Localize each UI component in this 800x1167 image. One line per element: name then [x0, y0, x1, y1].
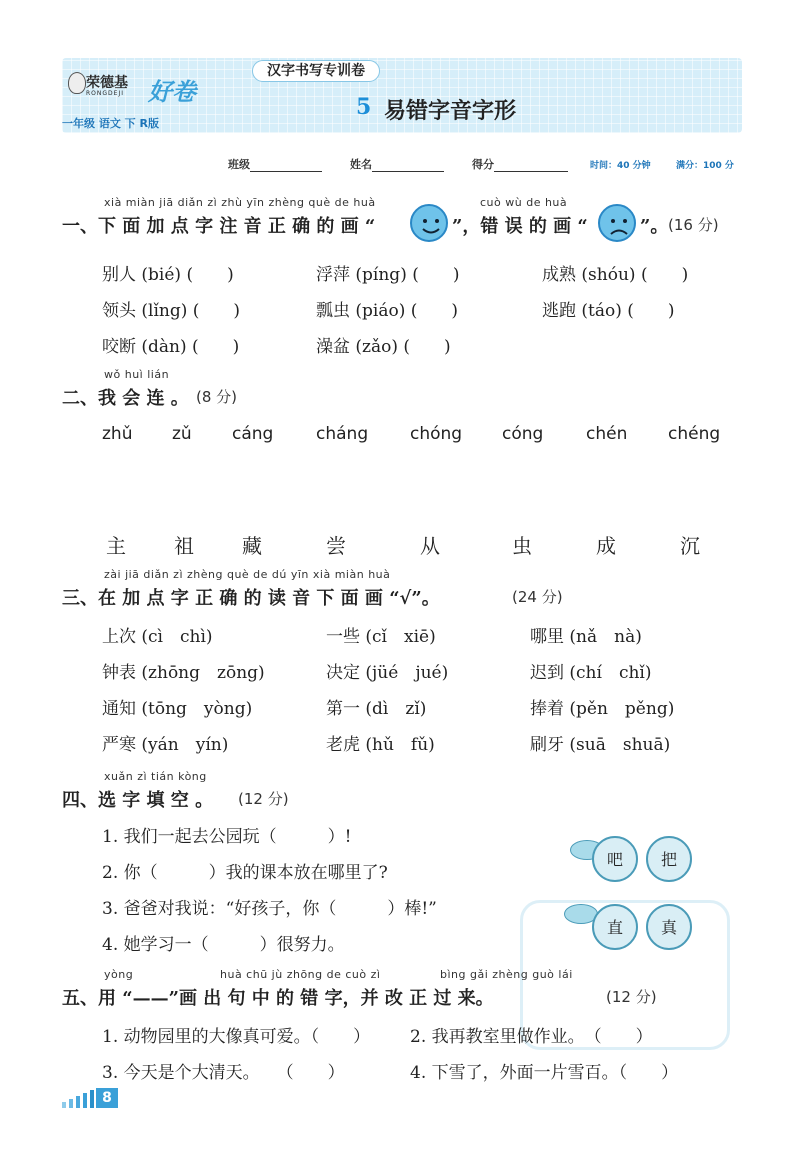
choice[interactable]: (zhōng zōng): [141, 663, 265, 683]
score-field[interactable]: [472, 156, 568, 172]
s3-score: (24 分): [512, 588, 563, 606]
choice[interactable]: (chí chǐ): [569, 663, 652, 683]
choice[interactable]: (cì chì): [141, 627, 213, 647]
s1-item-5: 瓢虫 (piáo) ( ): [316, 301, 459, 321]
time-limit: 时间：40 分钟: [590, 161, 651, 171]
s2-pinyin: wǒ huì lián: [104, 368, 170, 381]
choice[interactable]: (tōng yòng): [141, 699, 253, 719]
s2-hanzi-3[interactable]: 藏: [242, 534, 262, 558]
answer-blank[interactable]: ( ): [192, 337, 240, 357]
s2-hanzi-4[interactable]: 尝: [326, 534, 346, 558]
s4-score: (12 分): [238, 790, 289, 808]
s3-item-11: 老虎 (hǔ fǔ): [326, 735, 435, 755]
s2-pinyin-2[interactable]: zǔ: [172, 424, 192, 444]
answer-blank[interactable]: ( ): [403, 337, 451, 357]
s1-item-2: 浮萍 (píng) ( ): [316, 265, 460, 285]
s4-pinyin: xuǎn zì tián kòng: [104, 770, 207, 783]
s2-score: (8 分): [196, 388, 238, 406]
s4-q1[interactable]: 1. 我们一起去公园玩（ ）!: [102, 827, 352, 847]
s2-pinyin-8[interactable]: chéng: [668, 424, 721, 444]
grade-label: 一年级 语文 下 R版: [62, 117, 159, 130]
s1-title-2: ”，错 误 的 画 “: [452, 216, 588, 237]
class-label: 班级: [228, 158, 250, 171]
s3-title: 三、在 加 点 字 正 确 的 读 音 下 面 画 “√”。: [62, 588, 440, 609]
s4-q2[interactable]: 2. 你（ ）我的课本放在哪里了?: [102, 863, 388, 883]
s1-item-6: 逃跑 (táo) ( ): [542, 301, 675, 321]
s1-pinyin-a: xià miàn jiā diǎn zì zhù yīn zhèng què de huà: [104, 196, 376, 209]
s2-hanzi-6[interactable]: 虫: [512, 534, 532, 558]
happy-face-icon: [410, 204, 448, 242]
s5-title: 五、用 “——”画 出 句 中 的 错 字，并 改 正 过 来。: [62, 988, 494, 1009]
s3-item-9: 捧着 (pěn pěng): [530, 699, 675, 719]
s2-pinyin-6[interactable]: cóng: [502, 424, 544, 444]
name-label: 姓名: [350, 158, 372, 171]
logo-text: 好卷: [148, 77, 196, 106]
s4-title: 四、选 字 填 空 。: [62, 790, 214, 811]
s3-item-4: 钟表 (zhōng zōng): [102, 663, 265, 683]
pear-char-3[interactable]: 直: [592, 904, 638, 950]
s3-item-2: 一些 (cǐ xiē): [326, 627, 436, 647]
s1-score: (16 分): [668, 216, 719, 234]
pear-char-4[interactable]: 真: [646, 904, 692, 950]
choice[interactable]: (jüé jué): [365, 663, 449, 683]
s2-hanzi-5[interactable]: 从: [420, 534, 440, 558]
pear-char-2[interactable]: 把: [646, 836, 692, 882]
answer-blank[interactable]: ( ): [186, 265, 234, 285]
page-number: 8: [96, 1088, 118, 1108]
s4-q4[interactable]: 4. 她学习一（ ）很努力。: [102, 935, 345, 955]
s1-item-7: 咬断 (dàn) ( ): [102, 337, 240, 357]
choice[interactable]: (suā shuā): [569, 735, 671, 755]
choice[interactable]: (cǐ xiē): [365, 627, 436, 647]
s5-pinyin-c: bìng gǎi zhèng guò lái: [440, 968, 573, 981]
choice[interactable]: (yán yín): [141, 735, 229, 755]
s3-item-1: 上次 (cì chì): [102, 627, 213, 647]
s2-hanzi-7[interactable]: 成: [596, 534, 616, 558]
s3-item-12: 刷牙 (suā shuā): [530, 735, 671, 755]
s1-item-3: 成熟 (shóu) ( ): [542, 265, 689, 285]
series-tab: 汉字书写专训卷: [252, 60, 380, 82]
s2-pinyin-3[interactable]: cáng: [232, 424, 274, 444]
sad-face-icon: [598, 204, 636, 242]
s2-pinyin-7[interactable]: chén: [586, 424, 628, 444]
score-label: 得分: [472, 158, 494, 171]
answer-blank[interactable]: ( ): [192, 301, 241, 321]
s2-title: 二、我 会 连 。: [62, 388, 189, 409]
s5-q2[interactable]: 2. 我再教室里做作业。 （ ）: [410, 1027, 653, 1047]
class-field[interactable]: [228, 156, 322, 172]
s5-q4[interactable]: 4. 下雪了，外面一片雪百。（ ）: [410, 1063, 679, 1083]
s5-pinyin-b: huà chū jù zhōng de cuò zì: [220, 968, 381, 981]
choice[interactable]: (dì zǐ): [365, 699, 427, 719]
s3-item-3: 哪里 (nǎ nà): [530, 627, 642, 647]
founder-portrait: [68, 72, 86, 94]
s1-item-8: 澡盆 (zǎo) ( ): [316, 337, 451, 357]
grade-info: [62, 112, 197, 130]
unit-number: 5: [356, 94, 372, 120]
s2-hanzi-8[interactable]: 沉: [680, 534, 700, 558]
s2-pinyin-5[interactable]: chóng: [410, 424, 463, 444]
s5-q1[interactable]: 1. 动物园里的大像真可爱。（ ）: [102, 1027, 371, 1047]
s3-item-7: 通知 (tōng yòng): [102, 699, 253, 719]
s3-item-8: 第一 (dì zǐ): [326, 699, 427, 719]
s1-title-1: 一、下 面 加 点 字 注 音 正 确 的 画 “: [62, 216, 376, 237]
s2-pinyin-1[interactable]: zhǔ: [102, 424, 133, 444]
full-score: 满分：100 分: [676, 161, 734, 171]
pear-char-1[interactable]: 吧: [592, 836, 638, 882]
s1-item-1: 别人 (bié) ( ): [102, 265, 234, 285]
s1-pinyin-b: cuò wù de huà: [480, 196, 568, 209]
brand-sub: RONGDEJI: [86, 90, 124, 97]
brand-name: 荣德基: [86, 75, 128, 91]
answer-blank[interactable]: ( ): [627, 301, 675, 321]
s2-hanzi-2[interactable]: 祖: [174, 534, 194, 558]
s3-item-6: 迟到 (chí chǐ): [530, 663, 652, 683]
s1-title-3: ”。: [640, 216, 669, 237]
s2-pinyin-4[interactable]: cháng: [316, 424, 369, 444]
name-field[interactable]: [350, 156, 444, 172]
page-title: 易错字音字形: [384, 98, 517, 124]
s4-q3[interactable]: 3. 爸爸对我说：“好孩子，你（ ）棒!”: [102, 899, 437, 919]
answer-blank[interactable]: ( ): [410, 301, 459, 321]
s5-q3[interactable]: 3. 今天是个大清天。 （ ）: [102, 1063, 345, 1083]
s5-score: (12 分): [606, 988, 657, 1006]
choice[interactable]: (nǎ nà): [569, 627, 642, 647]
s3-item-5: 决定 (jüé jué): [326, 663, 449, 683]
s2-hanzi-1[interactable]: 主: [106, 534, 126, 558]
choice[interactable]: (hǔ fǔ): [365, 735, 435, 755]
s3-pinyin: zài jiā diǎn zì zhèng què de dú yīn xià miàn huà: [104, 568, 391, 581]
answer-blank[interactable]: ( ): [412, 265, 460, 285]
answer-blank[interactable]: ( ): [640, 265, 689, 285]
s3-item-10: 严寒 (yán yín): [102, 735, 229, 755]
choice[interactable]: (pěn pěng): [569, 699, 675, 719]
s1-item-4: 领头 (lǐng) ( ): [102, 301, 241, 321]
s5-pinyin-a: yòng: [104, 968, 134, 981]
